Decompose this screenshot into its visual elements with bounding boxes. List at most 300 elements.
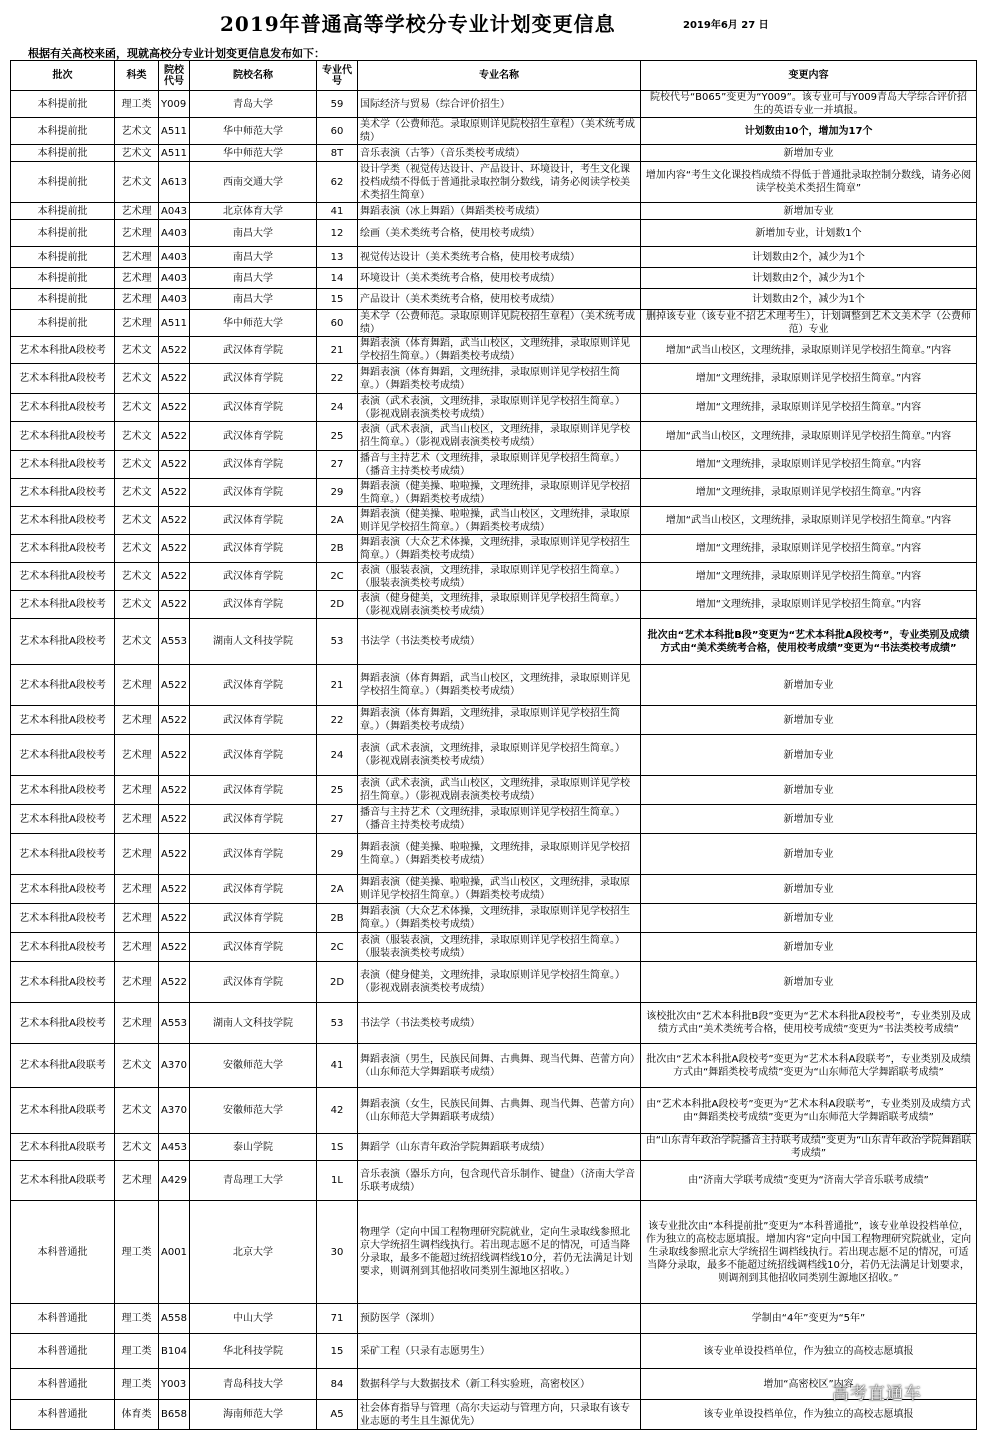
school-code-cell: A522 xyxy=(159,875,190,904)
table-row xyxy=(11,247,977,268)
major-name-cell: 表演（武术表演，文理统排，录取原则详见学校招生简章。）（影视戏剧表演类校考成绩） xyxy=(358,735,641,776)
school-name-cell: 华中师范大学 xyxy=(190,118,317,145)
school-code-cell: A522 xyxy=(159,394,190,422)
table-row xyxy=(11,162,977,203)
major-code-cell: 1L xyxy=(317,1161,358,1201)
table-row xyxy=(11,145,977,162)
school-code-cell: A522 xyxy=(159,535,190,563)
change-content-cell: 学制由“4年”变更为“5年” xyxy=(641,1304,977,1334)
table-row xyxy=(11,1134,977,1161)
major-name-cell: 舞蹈表演（健美操、啦啦操，文理统排，录取原则详见学校招生简章。）（舞蹈类校考成绩） xyxy=(358,479,641,507)
school-code-cell: A453 xyxy=(159,1134,190,1161)
table-row xyxy=(11,933,977,962)
school-name-cell: 南昌大学 xyxy=(190,289,317,310)
change-content-cell: 由“艺术本科批A段校考”变更为“艺术本科A段联考”，专业类别及成绩方式由“舞蹈类校考成绩”变更为“山东师范大学舞蹈联考成绩” xyxy=(641,1088,977,1134)
major-name-cell: 数据科学与大数据技术（新工科实验班，高密校区） xyxy=(358,1369,641,1400)
major-code-cell: 27 xyxy=(317,451,358,479)
school-name-cell: 武汉体育学院 xyxy=(190,451,317,479)
batch-cell: 艺术本科批A段校考 xyxy=(11,776,115,805)
school-name-cell: 湖南人文科技学院 xyxy=(190,1003,317,1044)
major-name-cell: 音乐表演（古筝）（音乐类校考成绩） xyxy=(358,145,641,162)
school-code-cell: A553 xyxy=(159,1003,190,1044)
batch-cell: 本科提前批 xyxy=(11,118,115,145)
school-code-cell: A558 xyxy=(159,1304,190,1334)
school-name-cell: 武汉体育学院 xyxy=(190,962,317,1003)
category-cell: 艺术理 xyxy=(115,834,159,875)
school-code-cell: A522 xyxy=(159,904,190,933)
major-code-cell: 21 xyxy=(317,665,358,706)
category-cell: 艺术理 xyxy=(115,289,159,310)
change-content-cell: 删掉该专业（该专业不招艺术理考生），计划调整到艺术文美术学（公费师范）专业 xyxy=(641,310,977,337)
major-code-cell: A5 xyxy=(317,1400,358,1430)
table-row xyxy=(11,91,977,118)
change-content-cell: 增加“文理统排，录取原则详见学校招生简章。”内容 xyxy=(641,364,977,394)
change-content-cell: 新增加专业 xyxy=(641,665,977,706)
school-name-cell: 武汉体育学院 xyxy=(190,834,317,875)
school-code-cell: A553 xyxy=(159,619,190,665)
school-code-cell: A522 xyxy=(159,665,190,706)
school-code-cell: A522 xyxy=(159,451,190,479)
category-cell: 艺术文 xyxy=(115,1088,159,1134)
table-row xyxy=(11,1334,977,1369)
header-category: 科类 xyxy=(115,61,159,91)
category-cell: 艺术文 xyxy=(115,1044,159,1088)
table-row xyxy=(11,591,977,619)
batch-cell: 本科普通批 xyxy=(11,1400,115,1430)
batch-cell: 艺术本科批A段校考 xyxy=(11,535,115,563)
major-code-cell: 22 xyxy=(317,706,358,735)
major-name-cell: 书法学（书法类校考成绩） xyxy=(358,1003,641,1044)
category-cell: 艺术理 xyxy=(115,203,159,220)
major-name-cell: 国际经济与贸易（综合评价招生） xyxy=(358,91,641,118)
change-content-cell: 新增加专业 xyxy=(641,203,977,220)
school-name-cell: 南昌大学 xyxy=(190,268,317,289)
category-cell: 艺术文 xyxy=(115,451,159,479)
category-cell: 理工类 xyxy=(115,91,159,118)
batch-cell: 艺术本科批A段校考 xyxy=(11,337,115,364)
major-name-cell: 舞蹈表演（健美操、啦啦操，文理统排，录取原则详见学校招生简章。）（舞蹈类校考成绩） xyxy=(358,834,641,875)
change-content-cell: 新增加专业 xyxy=(641,145,977,162)
table-row xyxy=(11,904,977,933)
category-cell: 艺术理 xyxy=(115,904,159,933)
batch-cell: 艺术本科批A段校考 xyxy=(11,875,115,904)
category-cell: 艺术理 xyxy=(115,220,159,247)
major-name-cell: 表演（健身健美，文理统排，录取原则详见学校招生简章。）（影视戏剧表演类校考成绩） xyxy=(358,962,641,1003)
school-code-cell: A522 xyxy=(159,563,190,591)
major-code-cell: 2A xyxy=(317,507,358,535)
table-row xyxy=(11,535,977,563)
major-name-cell: 表演（武术表演，武当山校区，文理统排，录取原则详见学校招生简章。）（影视戏剧表演类校考成绩） xyxy=(358,422,641,451)
school-code-cell: A511 xyxy=(159,310,190,337)
table-row xyxy=(11,507,977,535)
change-content-cell: 由“山东青年政治学院播音主持联考成绩”变更为“山东青年政治学院舞蹈联考成绩” xyxy=(641,1134,977,1161)
batch-cell: 艺术本科批A段校考 xyxy=(11,619,115,665)
category-cell: 艺术理 xyxy=(115,706,159,735)
major-name-cell: 表演（服装表演，文理统排，录取原则详见学校招生简章。）（服装表演类校考成绩） xyxy=(358,933,641,962)
major-code-cell: 62 xyxy=(317,162,358,203)
header-batch: 批次 xyxy=(11,61,115,91)
table-row xyxy=(11,268,977,289)
change-content-cell: 增加“文理统排，录取原则详见学校招生简章。”内容 xyxy=(641,479,977,507)
major-code-cell: 42 xyxy=(317,1088,358,1134)
major-name-cell: 书法学（书法类校考成绩） xyxy=(358,619,641,665)
change-content-cell: 新增加专业 xyxy=(641,834,977,875)
change-content-cell: 新增加专业，计划数1个 xyxy=(641,220,977,247)
major-name-cell: 社会体育指导与管理（高尔夫运动与管理方向，只录取有该专业志愿的考生且生源优先） xyxy=(358,1400,641,1430)
major-name-cell: 舞蹈表演（体育舞蹈，文理统排，录取原则详见学校招生简章。）（舞蹈类校考成绩） xyxy=(358,706,641,735)
major-code-cell: 24 xyxy=(317,394,358,422)
school-code-cell: Y003 xyxy=(159,1369,190,1400)
publish-date: 2019年6月 27 日 xyxy=(683,20,769,31)
batch-cell: 艺术本科批A段校考 xyxy=(11,735,115,776)
major-code-cell: 2B xyxy=(317,904,358,933)
plan-change-table xyxy=(10,60,977,1430)
change-content-cell: 新增加专业 xyxy=(641,735,977,776)
category-cell: 艺术理 xyxy=(115,962,159,1003)
table-row xyxy=(11,1304,977,1334)
table-row xyxy=(11,1400,977,1430)
page-title: 2019年普通高等学校分专业计划变更信息 xyxy=(220,12,616,36)
table-row xyxy=(11,337,977,364)
batch-cell: 艺术本科批A段联考 xyxy=(11,1044,115,1088)
change-content-cell: 该专业批次由“本科提前批”变更为“本科普通批”，该专业单设投档单位，作为独立的高校志愿填报。增加内容“定向中国工程物理研究院就业，定向生录取线参照北京大学统招生调档线执行。若出现志愿不足的情况，可适当降分录取，最多不能超过统招线调档线10分，若仍无法满足计划要求，则调剂到其他招收同类别生源地区招收。” xyxy=(641,1201,977,1304)
school-code-cell: A522 xyxy=(159,706,190,735)
school-name-cell: 武汉体育学院 xyxy=(190,805,317,834)
batch-cell: 本科提前批 xyxy=(11,289,115,310)
change-content-cell: 院校代号“B065”变更为“Y009”。该专业可与Y009青岛大学综合评价招生的英语专业一并填报。 xyxy=(641,91,977,118)
batch-cell: 艺术本科批A段校考 xyxy=(11,364,115,394)
batch-cell: 本科普通批 xyxy=(11,1369,115,1400)
major-code-cell: 41 xyxy=(317,203,358,220)
header-school-name: 院校名称 xyxy=(190,61,317,91)
table-row xyxy=(11,805,977,834)
table-row xyxy=(11,1003,977,1044)
major-code-cell: 15 xyxy=(317,289,358,310)
school-name-cell: 青岛理工大学 xyxy=(190,1161,317,1201)
batch-cell: 艺术本科批A段联考 xyxy=(11,1134,115,1161)
batch-cell: 艺术本科批A段校考 xyxy=(11,451,115,479)
major-name-cell: 舞蹈表演（体育舞蹈，武当山校区，文理统排，录取原则详见学校招生简章。）（舞蹈类校考成绩） xyxy=(358,337,641,364)
table-row xyxy=(11,422,977,451)
batch-cell: 艺术本科批A段联考 xyxy=(11,1161,115,1201)
school-name-cell: 武汉体育学院 xyxy=(190,706,317,735)
major-code-cell: 30 xyxy=(317,1201,358,1304)
category-cell: 理工类 xyxy=(115,1201,159,1304)
change-content-cell: 计划数由10个，增加为17个 xyxy=(641,118,977,145)
major-name-cell: 播音与主持艺术（文理统排，录取原则详见学校招生简章。）（播音主持类校考成绩） xyxy=(358,805,641,834)
school-code-cell: A522 xyxy=(159,591,190,619)
category-cell: 艺术文 xyxy=(115,479,159,507)
category-cell: 艺术文 xyxy=(115,394,159,422)
category-cell: 艺术文 xyxy=(115,162,159,203)
table-row xyxy=(11,665,977,706)
change-content-cell: 新增加专业 xyxy=(641,962,977,1003)
major-name-cell: 绘画（美术类统考合格，使用校考成绩） xyxy=(358,220,641,247)
category-cell: 体育类 xyxy=(115,1400,159,1430)
school-name-cell: 华中师范大学 xyxy=(190,310,317,337)
major-name-cell: 产品设计（美术类统考合格，使用校考成绩） xyxy=(358,289,641,310)
change-content-cell: 新增加专业 xyxy=(641,776,977,805)
batch-cell: 本科提前批 xyxy=(11,247,115,268)
category-cell: 艺术理 xyxy=(115,1003,159,1044)
table-header-row xyxy=(11,61,977,91)
header-school-code: 院校代号 xyxy=(159,61,190,91)
batch-cell: 艺术本科批A段校考 xyxy=(11,962,115,1003)
school-name-cell: 武汉体育学院 xyxy=(190,591,317,619)
major-code-cell: 13 xyxy=(317,247,358,268)
change-content-cell: 批次由“艺术本科批A段校考”变更为“艺术本科A段联考”，专业类别及成绩方式由“舞蹈类校考成绩”变更为“山东师范大学舞蹈联考成绩” xyxy=(641,1044,977,1088)
category-cell: 艺术文 xyxy=(115,535,159,563)
table-row xyxy=(11,1044,977,1088)
school-name-cell: 武汉体育学院 xyxy=(190,364,317,394)
major-code-cell: 2D xyxy=(317,962,358,1003)
school-code-cell: A511 xyxy=(159,145,190,162)
batch-cell: 艺术本科批A段校考 xyxy=(11,394,115,422)
table-row xyxy=(11,451,977,479)
table-row xyxy=(11,834,977,875)
major-name-cell: 表演（服装表演，文理统排，录取原则详见学校招生简章。）（服装表演类校考成绩） xyxy=(358,563,641,591)
category-cell: 理工类 xyxy=(115,1304,159,1334)
school-code-cell: A522 xyxy=(159,507,190,535)
major-name-cell: 采矿工程（只录有志愿男生） xyxy=(358,1334,641,1369)
batch-cell: 本科提前批 xyxy=(11,268,115,289)
category-cell: 艺术文 xyxy=(115,619,159,665)
school-name-cell: 北京大学 xyxy=(190,1201,317,1304)
school-code-cell: A001 xyxy=(159,1201,190,1304)
change-content-cell: 由“济南大学联考成绩”变更为“济南大学音乐联考成绩” xyxy=(641,1161,977,1201)
category-cell: 艺术文 xyxy=(115,118,159,145)
school-code-cell: B658 xyxy=(159,1400,190,1430)
school-name-cell: 北京体育大学 xyxy=(190,203,317,220)
category-cell: 艺术文 xyxy=(115,422,159,451)
major-code-cell: 41 xyxy=(317,1044,358,1088)
school-code-cell: A522 xyxy=(159,962,190,1003)
header-change-content: 变更内容 xyxy=(641,61,977,91)
school-name-cell: 武汉体育学院 xyxy=(190,422,317,451)
major-name-cell: 美术学（公费师范。录取原则详见院校招生章程）（美术统考成绩） xyxy=(358,310,641,337)
major-name-cell: 美术学（公费师范。录取原则详见院校招生章程）（美术统考成绩） xyxy=(358,118,641,145)
school-name-cell: 武汉体育学院 xyxy=(190,776,317,805)
school-code-cell: A370 xyxy=(159,1088,190,1134)
major-code-cell: 25 xyxy=(317,422,358,451)
major-code-cell: 8T xyxy=(317,145,358,162)
school-code-cell: A522 xyxy=(159,735,190,776)
change-content-cell: 计划数由2个，减少为1个 xyxy=(641,247,977,268)
category-cell: 艺术理 xyxy=(115,776,159,805)
table-row xyxy=(11,563,977,591)
batch-cell: 本科提前批 xyxy=(11,203,115,220)
table-row xyxy=(11,220,977,247)
table-row xyxy=(11,394,977,422)
school-name-cell: 武汉体育学院 xyxy=(190,933,317,962)
change-content-cell: 新增加专业 xyxy=(641,805,977,834)
major-name-cell: 物理学（定向中国工程物理研究院就业，定向生录取线参照北京大学统招生调档线执行。若出现志愿不足的情况，可适当降分录取，最多不能超过统招线调档线10分，若仍无法满足计划要求，则调剂到其他招收同类别生源地区招收。） xyxy=(358,1201,641,1304)
table-row xyxy=(11,479,977,507)
school-name-cell: 武汉体育学院 xyxy=(190,507,317,535)
major-code-cell: 2C xyxy=(317,563,358,591)
table-row xyxy=(11,776,977,805)
change-content-cell: 新增加专业 xyxy=(641,706,977,735)
batch-cell: 艺术本科批A段校考 xyxy=(11,904,115,933)
table-row xyxy=(11,310,977,337)
school-name-cell: 泰山学院 xyxy=(190,1134,317,1161)
school-name-cell: 武汉体育学院 xyxy=(190,735,317,776)
category-cell: 理工类 xyxy=(115,1369,159,1400)
school-name-cell: 南昌大学 xyxy=(190,247,317,268)
change-content-cell: 该校批次由“艺术本科批B段”变更为“艺术本科批A段校考”，专业类别及成绩方式由“美术类统考合格，使用校考成绩”变更为“书法类校考成绩” xyxy=(641,1003,977,1044)
major-code-cell: 29 xyxy=(317,834,358,875)
change-content-cell: 增加“文理统排，录取原则详见学校招生简章。”内容 xyxy=(641,451,977,479)
major-code-cell: 60 xyxy=(317,118,358,145)
school-code-cell: A522 xyxy=(159,364,190,394)
change-content-cell: 计划数由2个，减少为1个 xyxy=(641,289,977,310)
change-content-cell: 增加“文理统排，录取原则详见学校招生简章。”内容 xyxy=(641,535,977,563)
category-cell: 艺术理 xyxy=(115,310,159,337)
school-name-cell: 华北科技学院 xyxy=(190,1334,317,1369)
school-code-cell: A370 xyxy=(159,1044,190,1088)
major-code-cell: 22 xyxy=(317,364,358,394)
school-code-cell: A429 xyxy=(159,1161,190,1201)
major-name-cell: 舞蹈表演（冰上舞蹈）（舞蹈类校考成绩） xyxy=(358,203,641,220)
category-cell: 艺术理 xyxy=(115,805,159,834)
school-name-cell: 南昌大学 xyxy=(190,220,317,247)
major-code-cell: 1S xyxy=(317,1134,358,1161)
school-name-cell: 中山大学 xyxy=(190,1304,317,1334)
batch-cell: 本科普通批 xyxy=(11,1304,115,1334)
school-name-cell: 西南交通大学 xyxy=(190,162,317,203)
major-code-cell: 53 xyxy=(317,1003,358,1044)
table-row xyxy=(11,289,977,310)
major-name-cell: 环境设计（美术类统考合格，使用校考成绩） xyxy=(358,268,641,289)
batch-cell: 艺术本科批A段校考 xyxy=(11,706,115,735)
category-cell: 艺术理 xyxy=(115,665,159,706)
school-code-cell: A403 xyxy=(159,289,190,310)
table-row xyxy=(11,1161,977,1201)
batch-cell: 艺术本科批A段联考 xyxy=(11,1088,115,1134)
table-row xyxy=(11,619,977,665)
major-name-cell: 表演（武术表演，文理统排，录取原则详见学校招生简章。）（影视戏剧表演类校考成绩） xyxy=(358,394,641,422)
major-name-cell: 播音与主持艺术（文理统排，录取原则详见学校招生简章。）（播音主持类校考成绩） xyxy=(358,451,641,479)
batch-cell: 艺术本科批A段校考 xyxy=(11,563,115,591)
major-code-cell: 25 xyxy=(317,776,358,805)
batch-cell: 本科提前批 xyxy=(11,145,115,162)
change-content-cell: 新增加专业 xyxy=(641,933,977,962)
batch-cell: 艺术本科批A段校考 xyxy=(11,834,115,875)
batch-cell: 艺术本科批A段校考 xyxy=(11,422,115,451)
category-cell: 艺术理 xyxy=(115,735,159,776)
intro-text: 根据有关高校来函，现就高校分专业计划变更信息发布如下： xyxy=(28,47,325,60)
category-cell: 艺术理 xyxy=(115,933,159,962)
category-cell: 艺术理 xyxy=(115,1161,159,1201)
school-name-cell: 武汉体育学院 xyxy=(190,479,317,507)
change-content-cell: 新增加专业 xyxy=(641,904,977,933)
major-code-cell: 21 xyxy=(317,337,358,364)
change-content-cell: 该专业单设投档单位，作为独立的高校志愿填报 xyxy=(641,1334,977,1369)
batch-cell: 艺术本科批A段校考 xyxy=(11,479,115,507)
table-row xyxy=(11,1088,977,1134)
school-code-cell: A043 xyxy=(159,203,190,220)
change-content-cell: 增加“文理统排，录取原则详见学校招生简章。”内容 xyxy=(641,591,977,619)
school-name-cell: 武汉体育学院 xyxy=(190,535,317,563)
major-name-cell: 舞蹈表演（体育舞蹈，武当山校区，文理统排，录取原则详见学校招生简章。）（舞蹈类校考成绩） xyxy=(358,665,641,706)
change-content-cell: 增加“武当山校区，文理统排，录取原则详见学校招生简章。”内容 xyxy=(641,507,977,535)
school-code-cell: A522 xyxy=(159,805,190,834)
school-name-cell: 海南师范大学 xyxy=(190,1400,317,1430)
school-name-cell: 安徽师范大学 xyxy=(190,1088,317,1134)
batch-cell: 艺术本科批A段校考 xyxy=(11,1003,115,1044)
major-code-cell: 2A xyxy=(317,875,358,904)
major-name-cell: 设计学类（视觉传达设计、产品设计、环境设计，考生文化课投档成绩不得低于普通批录取控制分数线，请务必阅读学校美术类招生简章） xyxy=(358,162,641,203)
major-code-cell: 59 xyxy=(317,91,358,118)
major-name-cell: 表演（健身健美，文理统排，录取原则详见学校招生简章。）（影视戏剧表演类校考成绩） xyxy=(358,591,641,619)
table-row xyxy=(11,364,977,394)
batch-cell: 本科提前批 xyxy=(11,162,115,203)
major-name-cell: 舞蹈表演（健美操、啦啦操，武当山校区，文理统排，录取原则详见学校招生简章。）（舞蹈类校考成绩） xyxy=(358,507,641,535)
major-name-cell: 舞蹈表演（大众艺术体操，文理统排，录取原则详见学校招生简章。）（舞蹈类校考成绩） xyxy=(358,904,641,933)
batch-cell: 本科普通批 xyxy=(11,1201,115,1304)
school-name-cell: 青岛科技大学 xyxy=(190,1369,317,1400)
major-code-cell: 2B xyxy=(317,535,358,563)
category-cell: 艺术文 xyxy=(115,507,159,535)
change-content-cell: 该专业单设投档单位，作为独立的高校志愿填报 xyxy=(641,1400,977,1430)
school-code-cell: A403 xyxy=(159,268,190,289)
school-code-cell: A511 xyxy=(159,118,190,145)
batch-cell: 艺术本科批A段校考 xyxy=(11,665,115,706)
batch-cell: 本科提前批 xyxy=(11,220,115,247)
change-content-cell: 增加“高密校区”内容 xyxy=(641,1369,977,1400)
major-code-cell: 15 xyxy=(317,1334,358,1369)
school-code-cell: A522 xyxy=(159,422,190,451)
batch-cell: 艺术本科批A段校考 xyxy=(11,507,115,535)
school-code-cell: Y009 xyxy=(159,91,190,118)
table-row xyxy=(11,735,977,776)
school-code-cell: A522 xyxy=(159,834,190,875)
school-code-cell: B104 xyxy=(159,1334,190,1369)
category-cell: 艺术文 xyxy=(115,1134,159,1161)
batch-cell: 本科提前批 xyxy=(11,91,115,118)
major-name-cell: 表演（武术表演，武当山校区，文理统排，录取原则详见学校招生简章。）（影视戏剧表演类校考成绩） xyxy=(358,776,641,805)
header-major-code: 专业代号 xyxy=(317,61,358,91)
header-major-name: 专业名称 xyxy=(358,61,641,91)
school-name-cell: 青岛大学 xyxy=(190,91,317,118)
table-row xyxy=(11,118,977,145)
category-cell: 艺术文 xyxy=(115,145,159,162)
category-cell: 艺术文 xyxy=(115,591,159,619)
school-name-cell: 安徽师范大学 xyxy=(190,1044,317,1088)
major-code-cell: 12 xyxy=(317,220,358,247)
major-name-cell: 预防医学（深圳） xyxy=(358,1304,641,1334)
change-content-cell: 增加“文理统排，录取原则详见学校招生简章。”内容 xyxy=(641,394,977,422)
category-cell: 艺术文 xyxy=(115,563,159,591)
category-cell: 艺术文 xyxy=(115,337,159,364)
school-name-cell: 武汉体育学院 xyxy=(190,394,317,422)
batch-cell: 本科普通批 xyxy=(11,1334,115,1369)
major-code-cell: 14 xyxy=(317,268,358,289)
category-cell: 艺术理 xyxy=(115,875,159,904)
watermark: 高考直通车 xyxy=(832,1384,922,1404)
major-name-cell: 舞蹈表演（大众艺术体操，文理统排，录取原则详见学校招生简章。）（舞蹈类校考成绩） xyxy=(358,535,641,563)
school-name-cell: 武汉体育学院 xyxy=(190,563,317,591)
major-name-cell: 舞蹈表演（健美操、啦啦操，武当山校区，文理统排，录取原则详见学校招生简章。）（舞蹈类校考成绩） xyxy=(358,875,641,904)
table-row xyxy=(11,875,977,904)
school-code-cell: A522 xyxy=(159,776,190,805)
change-content-cell: 批次由“艺术本科批B段”变更为“艺术本科批A段校考”，专业类别及成绩方式由“美术类统考合格，使用校考成绩”变更为“书法类校考成绩” xyxy=(641,619,977,665)
major-code-cell: 60 xyxy=(317,310,358,337)
major-code-cell: 2D xyxy=(317,591,358,619)
change-content-cell: 增加“文理统排，录取原则详见学校招生简章。”内容 xyxy=(641,563,977,591)
school-name-cell: 武汉体育学院 xyxy=(190,337,317,364)
change-content-cell: 新增加专业 xyxy=(641,875,977,904)
